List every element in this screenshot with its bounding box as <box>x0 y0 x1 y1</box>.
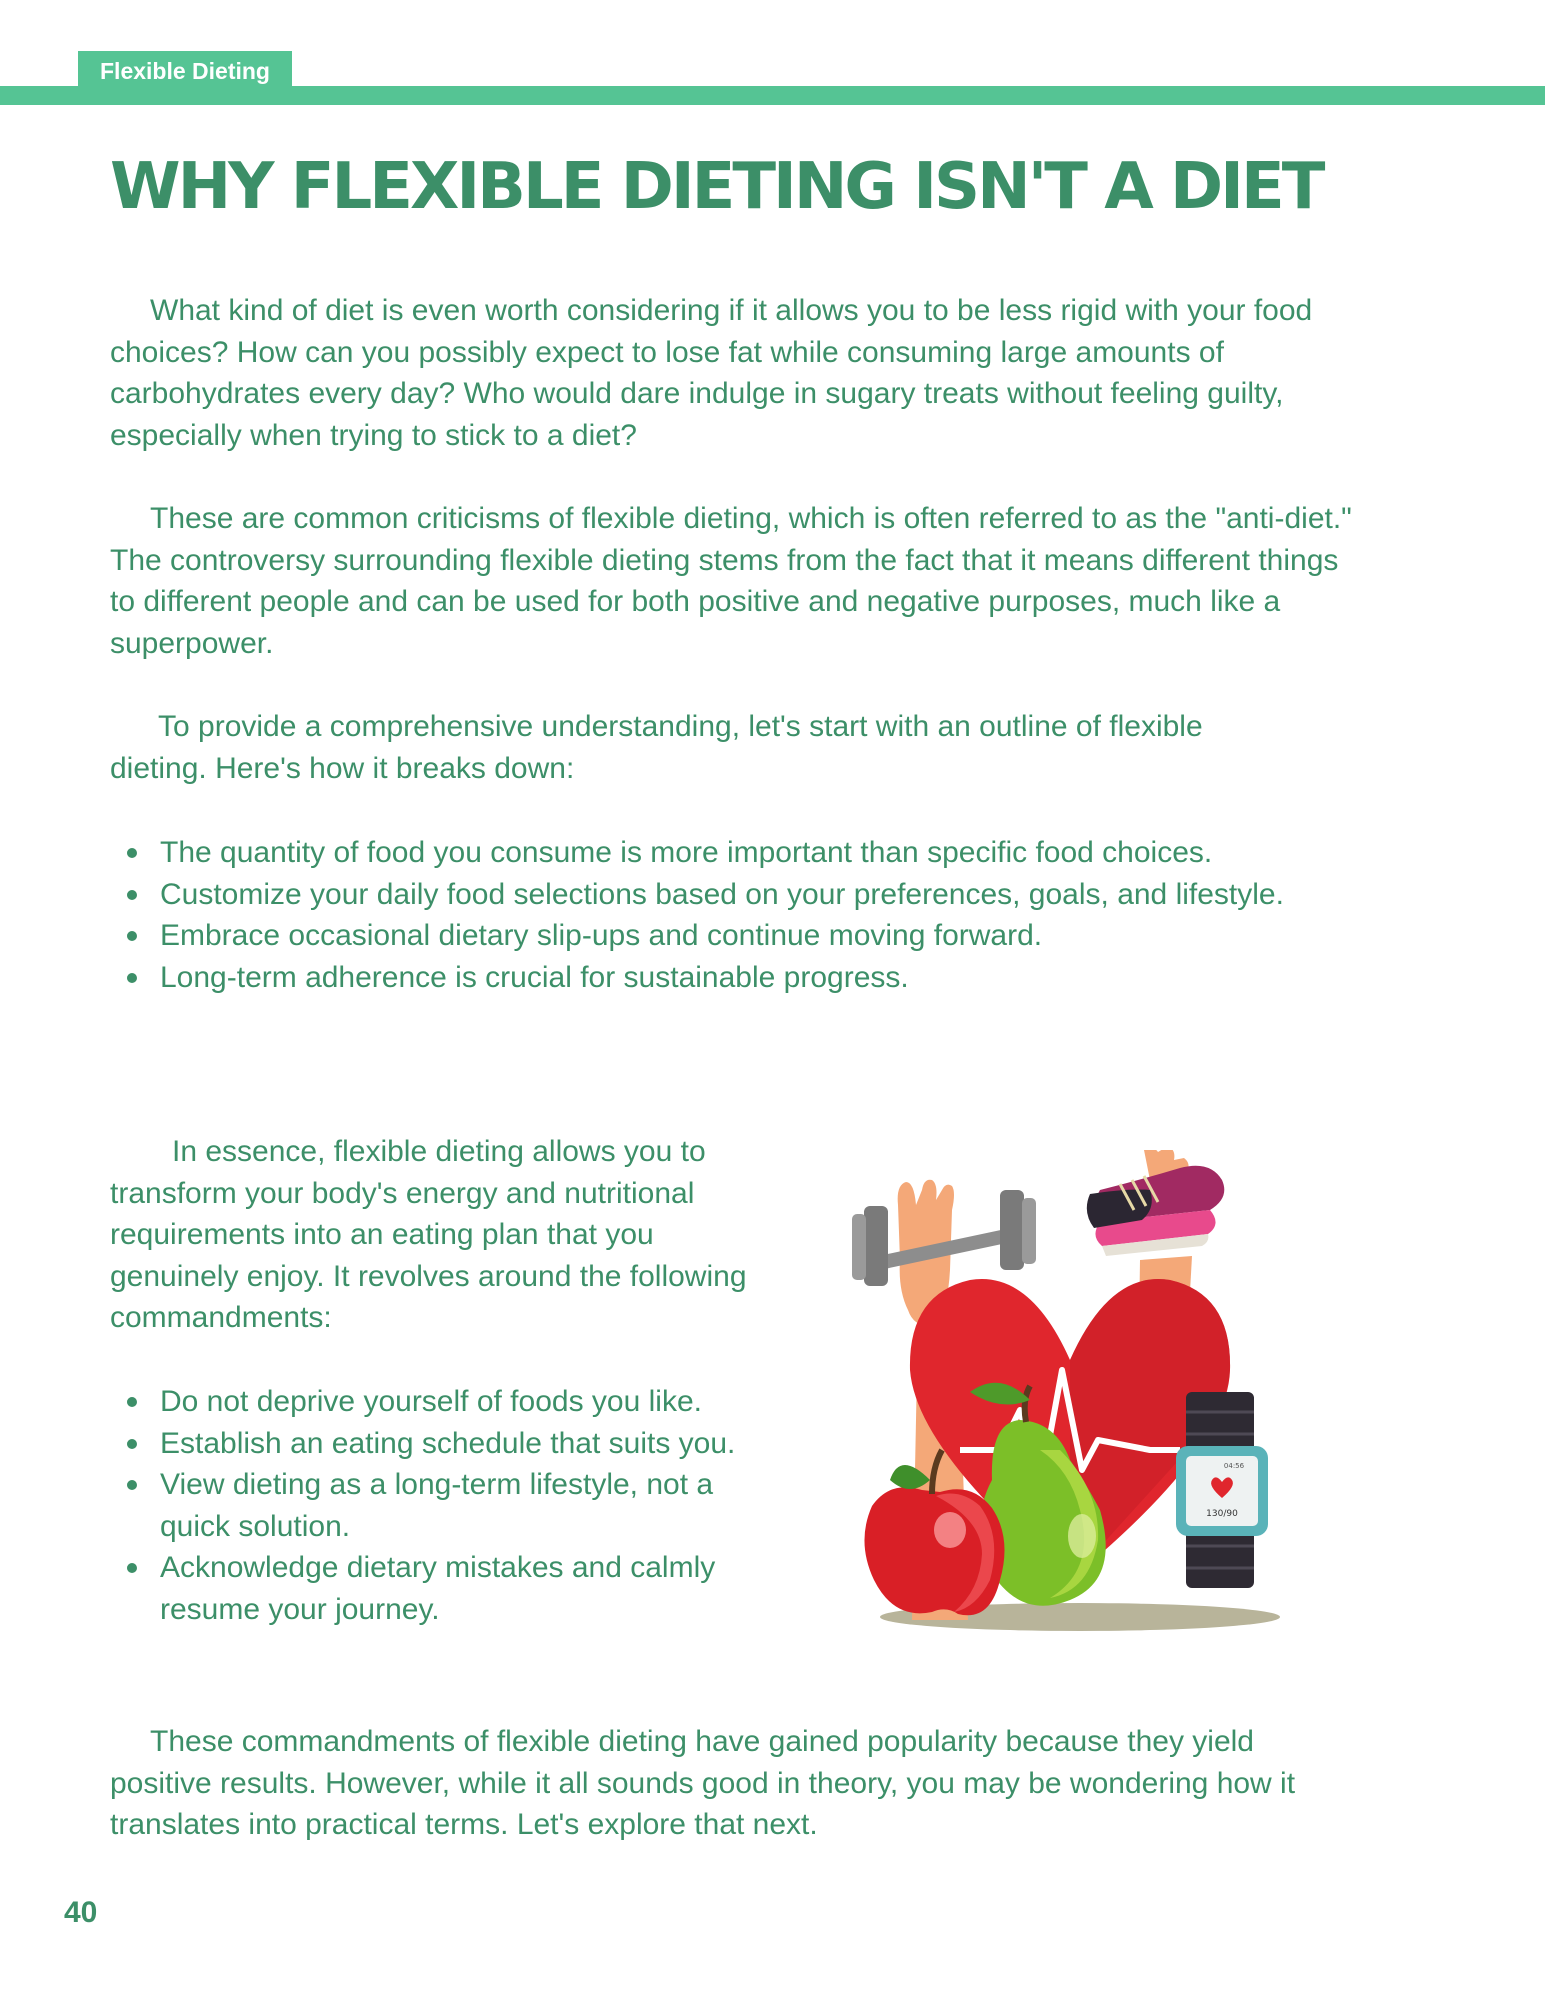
page-number: 40 <box>64 1896 98 1929</box>
list-item-text: Embrace occasional dietary slip-ups and continue moving forward. <box>160 919 1043 953</box>
paragraph-conclusion <box>110 1721 1360 1846</box>
bullet-icon <box>127 931 137 941</box>
watch-reading: 130/90 <box>1206 1509 1238 1519</box>
list-item-text: View dieting as a long-term lifestyle, not a quick solution. <box>160 1468 714 1543</box>
paragraph-outline <box>110 706 1260 789</box>
list-item <box>110 1464 790 1547</box>
paragraph-intro <box>110 290 1360 456</box>
page-title: WHY FLEXIBLE DIETING ISN'T A DIET <box>110 150 1323 224</box>
sneaker-icon <box>1087 1166 1224 1256</box>
list-item <box>110 1423 790 1465</box>
list-item <box>110 874 1350 916</box>
list-item-text: Do not deprive yourself of foods you like. <box>160 1385 702 1418</box>
list-item <box>110 1381 790 1423</box>
watch-time: 04:56 <box>1223 1462 1245 1470</box>
section-tab: Flexible Dieting <box>78 51 292 91</box>
list-item <box>110 832 1350 874</box>
list-item-text: Acknowledge dietary mistakes and calmly resume your journey. <box>160 1551 716 1626</box>
list-item-text: Customize your daily food selections based on your preferences, goals, and lifestyle. <box>160 877 1284 911</box>
list-item <box>110 915 1350 957</box>
bullet-icon <box>127 1563 137 1573</box>
list-item-text: The quantity of food you consume is more important than specific food choices. <box>160 836 1213 869</box>
paragraph-criticisms <box>110 498 1360 664</box>
list-item-text: Establish an eating schedule that suits you. <box>160 1426 736 1460</box>
paragraph-essence-text: In essence, flexible dieting allows you to transform your body's energy and nutritional requirements into an eating plan that you genuinely enjoy. It revolves around the following commandments: <box>110 1135 747 1335</box>
bullet-icon <box>127 973 137 983</box>
paragraph-intro-text: What kind of diet is even worth considering if it allows you to be less rigid with your food choices? How can you possibly expect to lose fat while consuming large amounts of carbohydrates every day? Who would dare indulge in sugary treats without feeling guilty, especially when trying to stick to a diet? <box>110 294 1313 452</box>
bullet-icon <box>127 890 137 900</box>
fitness-illustration <box>850 1150 1290 1650</box>
paragraph-essence <box>110 1131 790 1339</box>
list-item <box>110 1547 790 1630</box>
outline-list <box>110 832 1350 998</box>
list-item-text: Long-term adherence is crucial for sustainable progress. <box>160 960 909 994</box>
list-item <box>110 957 1350 999</box>
bullet-icon <box>127 1480 137 1490</box>
paragraph-criticisms-text: These are common criticisms of flexible dieting, which is often referred to as the "anti-diet." The controversy surrounding flexible dieting stems from the fact that it means different things to different people and can be used for both positive and negative purposes, much like a superpower. <box>110 502 1352 660</box>
paragraph-outline-text: To provide a comprehensive understanding, let's start with an outline of flexible dieting. Here's how it breaks down: <box>110 710 1203 785</box>
commandments-list <box>110 1381 790 1631</box>
bullet-icon <box>127 1397 137 1407</box>
paragraph-conclusion-text: These commandments of flexible dieting have gained popularity because they yield positive results. However, while it all sounds good in theory, you may be wondering how it translates into practical terms. Let's explore that next. <box>110 1725 1296 1842</box>
bullet-icon <box>127 1439 137 1449</box>
smartwatch-icon <box>1176 1392 1268 1588</box>
bullet-icon <box>127 848 137 858</box>
